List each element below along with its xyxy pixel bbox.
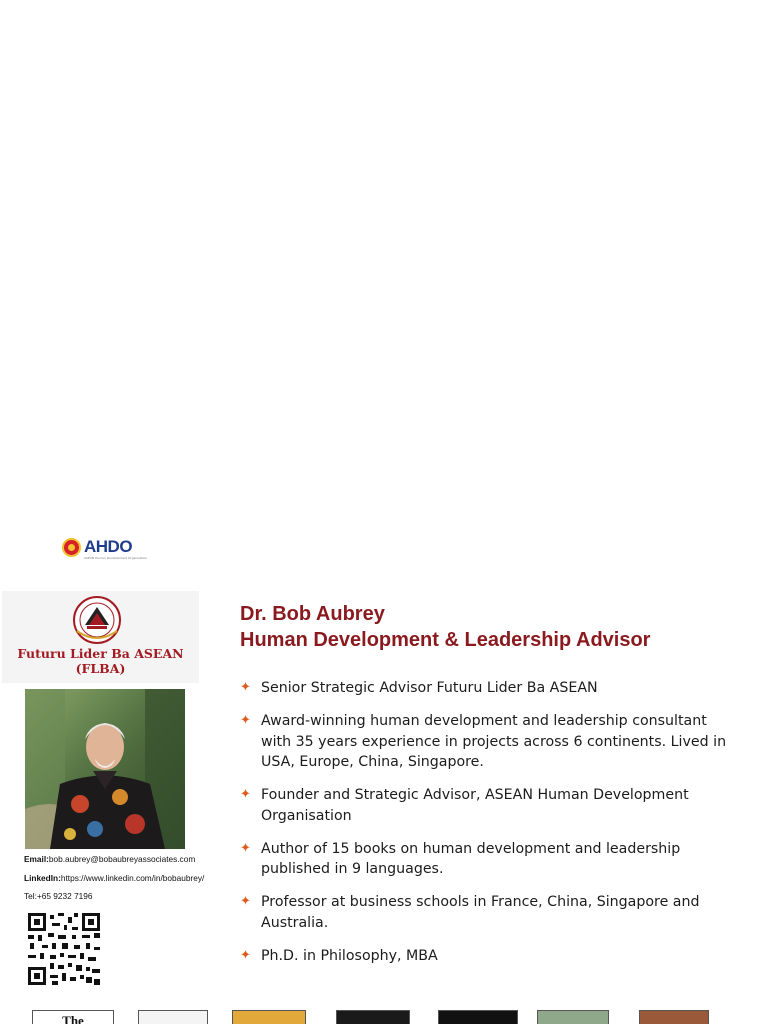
qr-code-icon bbox=[28, 913, 100, 985]
list-item bbox=[240, 839, 740, 880]
book-cover bbox=[32, 1010, 114, 1024]
flba-abbreviation: (FLBA) bbox=[75, 661, 126, 676]
book-cover bbox=[438, 1010, 518, 1024]
flba-name: Futuru Lider Ba ASEAN bbox=[17, 646, 184, 661]
bio-bullet-list bbox=[240, 678, 740, 979]
contact-phone bbox=[24, 891, 93, 901]
ahdo-logo-text: AHDO bbox=[84, 537, 133, 556]
list-item bbox=[240, 678, 740, 699]
list-item bbox=[240, 711, 740, 773]
book-cover-title: The bbox=[62, 1013, 84, 1024]
speaker-name: Dr. Bob Aubrey bbox=[240, 603, 385, 625]
book-cover bbox=[639, 1010, 709, 1024]
list-item bbox=[240, 785, 740, 826]
list-item bbox=[240, 892, 740, 933]
book-cover bbox=[232, 1010, 306, 1024]
bullet-star-icon: ✦ bbox=[240, 713, 251, 728]
linkedin-value[interactable]: https://www.linkedin.com/in/bobaubrey/ bbox=[60, 873, 205, 883]
email-value[interactable]: bob.aubrey@bobaubreyassociates.com bbox=[48, 854, 196, 864]
list-item-text: Author of 15 books on human development and leadership published in 9 languages. bbox=[261, 840, 681, 877]
list-item-text: Founder and Strategic Advisor, ASEAN Human Development Organisation bbox=[261, 787, 689, 824]
ahdo-logo bbox=[62, 537, 132, 557]
book-cover bbox=[138, 1010, 208, 1024]
book-cover bbox=[336, 1010, 410, 1024]
list-item-text: Award-winning human development and leadership consultant with 35 years experience in projects across 6 continents. Lived in USA, Europe, China, Singapore. bbox=[261, 713, 727, 770]
asean-emblem-icon bbox=[62, 538, 81, 557]
book-cover bbox=[537, 1010, 609, 1024]
list-item bbox=[240, 946, 740, 967]
list-item-text: Senior Strategic Advisor Futuru Lider Ba ASEAN bbox=[261, 680, 598, 696]
bullet-star-icon: ✦ bbox=[240, 680, 251, 695]
portrait-illustration bbox=[25, 689, 185, 849]
tel-value: +65 9232 7196 bbox=[36, 891, 93, 901]
flba-seal-icon bbox=[69, 595, 125, 645]
bullet-star-icon: ✦ bbox=[240, 840, 251, 856]
portrait-photo bbox=[25, 689, 185, 849]
email-label: Email: bbox=[24, 854, 49, 864]
list-item-text: Ph.D. in Philosophy, MBA bbox=[261, 947, 438, 964]
bullet-star-icon: ✦ bbox=[240, 787, 251, 802]
linkedin-label: LinkedIn: bbox=[24, 873, 61, 883]
speaker-role: Human Development & Leadership Advisor bbox=[240, 629, 651, 651]
flba-logo-box bbox=[2, 591, 199, 683]
ahdo-tagline: ASEAN Human Development Organisation bbox=[84, 556, 148, 560]
contact-email bbox=[24, 854, 195, 864]
list-item-text: Professor at business schools in France, China, Singapore and Australia. bbox=[261, 894, 700, 931]
bullet-star-icon: ✦ bbox=[240, 894, 251, 909]
bullet-star-icon: ✦ bbox=[240, 947, 251, 963]
contact-linkedin bbox=[24, 873, 204, 883]
tel-label: Tel: bbox=[24, 891, 37, 901]
